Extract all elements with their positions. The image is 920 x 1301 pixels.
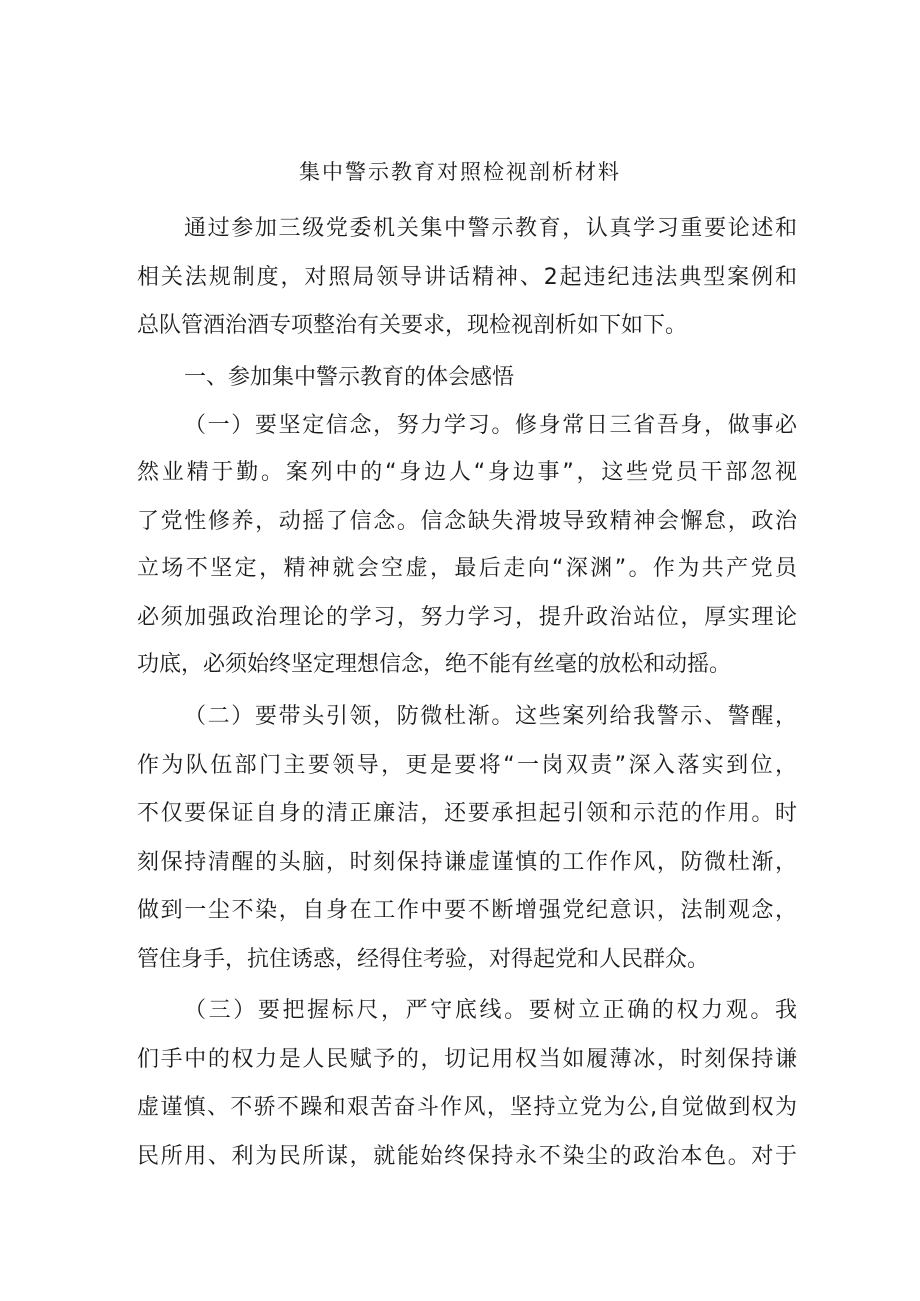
paragraph-line: 们手中的权力是人民赋予的，切记用权当如履薄冰，时刻保持谦	[137, 1047, 797, 1072]
paragraph-line: 然业精于勤。案列中的“身边人“身边事”，这些党员干部忽视	[137, 460, 797, 485]
paragraph-line: 民所用、利为民所谋，就能始终保持永不染尘的政治本色。对于	[137, 1144, 797, 1169]
paragraph-line: 不仅要保证自身的清正廉洁，还要承担起引领和示范的作用。时	[137, 801, 797, 826]
paragraph-line: 刻保持清醒的头脑，时刻保持谦虚谨慎的工作作风，防微杜渐，	[137, 850, 797, 875]
section-heading: 一、参加集中警示教育的体会感悟	[184, 365, 515, 390]
paragraph-line: 了党性修养，动摇了信念。信念缺失滑坡导致精神会懈怠，政治	[137, 509, 797, 534]
paragraph-line: 必须加强政治理论的学习，努力学习，提升政治站位，厚实理论	[137, 605, 797, 630]
intro-line: 总队管酒治酒专项整治有关要求，现检视剖析如下如下。	[137, 313, 688, 338]
paragraph-line: 管住身手，抗住诱惑，经得住考验，对得起党和人民群众。	[137, 947, 710, 972]
paragraph-line: 立场不坚定，精神就会空虚，最后走向“深渊”。作为共产党员	[137, 556, 797, 581]
paragraph-line: 作为队伍部门主要领导，更是要将“一岗双责”深入落实到位，	[137, 753, 797, 778]
document-title: 集中警示教育对照检视剖析材料	[299, 160, 621, 184]
intro-line: 相关法规制度，对照局领导讲话精神、2起违纪违法典型案例和	[137, 265, 797, 290]
paragraph-line: 功底，必须始终坚定理想信念，绝不能有丝毫的放松和动摇。	[137, 652, 732, 677]
paragraph-line: （二）要带头引领，防微杜渐。这些案列给我警示、警醒，	[184, 704, 797, 729]
paragraph-line: （一）要坚定信念，努力学习。修身常日三省吾身，做事必	[184, 413, 797, 438]
paragraph-line: 虚谨慎、不骄不躁和艰苦奋斗作风，坚持立党为公,自觉做到权为	[137, 1095, 797, 1120]
intro-line: 通过参加三级党委机关集中警示教育，认真学习重要论述和	[184, 216, 797, 241]
paragraph-line: 做到一尘不染，自身在工作中要不断增强党纪意识，法制观念，	[137, 898, 797, 923]
paragraph-line: （三）要把握标尺，严守底线。要树立正确的权力观。我	[184, 998, 797, 1023]
